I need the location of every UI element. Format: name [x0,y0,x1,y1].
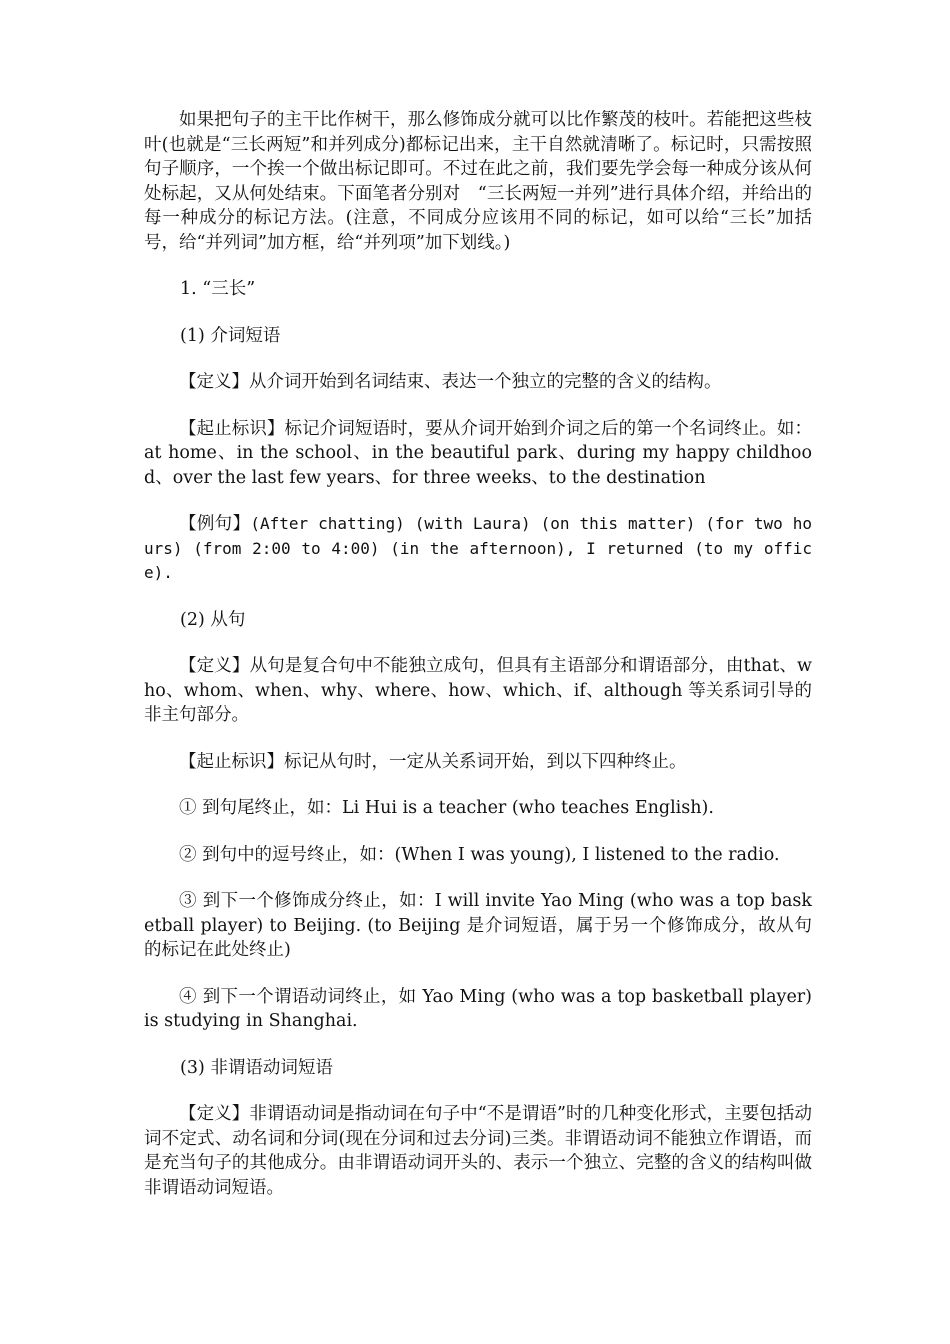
prep-example-text: (After chatting) (with Laura) (on this matter) (for two hours) (from 2:00 to 4:00) (in the afternoon), I returned (to my office). [144,514,813,582]
clause-range-text: 标记从句时，一定从关系词开始，到以下四种终止。 [284,751,687,772]
clause-definition-text: 从句是复合句中不能独立成句，但具有主语部分和谓语部分，由that、who、whom、when、why、where、how、which、if、although 等关系词引导的非主句部分。 [144,656,812,725]
clause-rule-item-3: ③ 到下一个修饰成分终止，如：I will invite Yao Ming (who was a top basketball player) to Beijing. (to Beijing 是介词短语，属于另一个修饰成分，故从句的标记在此处终止) [144,891,812,960]
prep-definition-text: 从介词开始到名词结束、表达一个独立的完整的含义的结构。 [249,372,722,392]
clause-rule-item-2: ② 到句中的逗号终止，如：(When I was young), I listened to the radio. [179,844,780,865]
nonfinite-definition-paragraph [144,1102,812,1200]
intro-paragraph: 如果把句子的主干比作树干，那么修饰成分就可以比作繁茂的枝叶。若能把这些枝叶(也就是“三长两短”和并列成分)都标记出来，主干自然就清晰了。标记时，只需按照句子顺序，一个挨一个做出标记即可。不过在此之前，我们要先学会每一种成分该从何处标起，又从何处结束。下面笔者分别对 “三长两短一并列”进行具体介绍，并给出的每一种成分的标记方法。(注意，不同成分应该用不同的标记，如可以给“三长”加括号，给“并列词”加方框，给“并列项”加下划线。) [144,110,812,253]
clause-range-paragraph [144,750,812,775]
definition-tag: 【定义】 [179,372,249,392]
definition-tag: 【定义】 [179,656,250,676]
subsection-heading-prepositional-phrase: (1) 介词短语 [180,325,281,346]
definition-tag: 【定义】 [179,1104,250,1124]
range-tag: 【起止标识】 [179,418,285,439]
clause-rule-item-1: ① 到句尾终止，如：Li Hui is a teacher (who teaches English). [179,798,714,818]
subsection-heading-nonfinite-phrase: (3) 非谓语动词短语 [180,1057,333,1078]
clause-definition-paragraph [144,654,812,728]
prep-range-paragraph [144,417,812,491]
document-page [144,108,812,1222]
prep-definition-paragraph [144,370,812,395]
clause-rule-item-4: ④ 到下一个谓语动词终止，如 Yao Ming (who was a top basketball player) is studying in Shanghai. [144,986,812,1031]
section-heading-three-long: 1. “三长” [180,279,256,299]
prep-range-text: 标记介词短语时，要从介词开始到介词之后的第一个名词终止。如：at home、in the school、in the beautiful park、during my happy childhood、over the last few years、for three weeks、to the destination [144,418,812,488]
nonfinite-definition-text: 非谓语动词是指动词在句子中“不是谓语”时的几种变化形式，主要包括动词不定式、动名词和分词(现在分词和过去分词)三类。非谓语动词不能独立作谓语，而是充当句子的其他成分。由非谓语动词开头的、表示一个独立、完整的含义的结构叫做非谓语动词短语。 [144,1104,812,1198]
range-tag: 【起止标识】 [179,751,284,772]
example-tag: 【例句】 [179,514,251,534]
prep-example-paragraph [144,512,812,586]
subsection-heading-clause: (2) 从句 [180,609,246,630]
